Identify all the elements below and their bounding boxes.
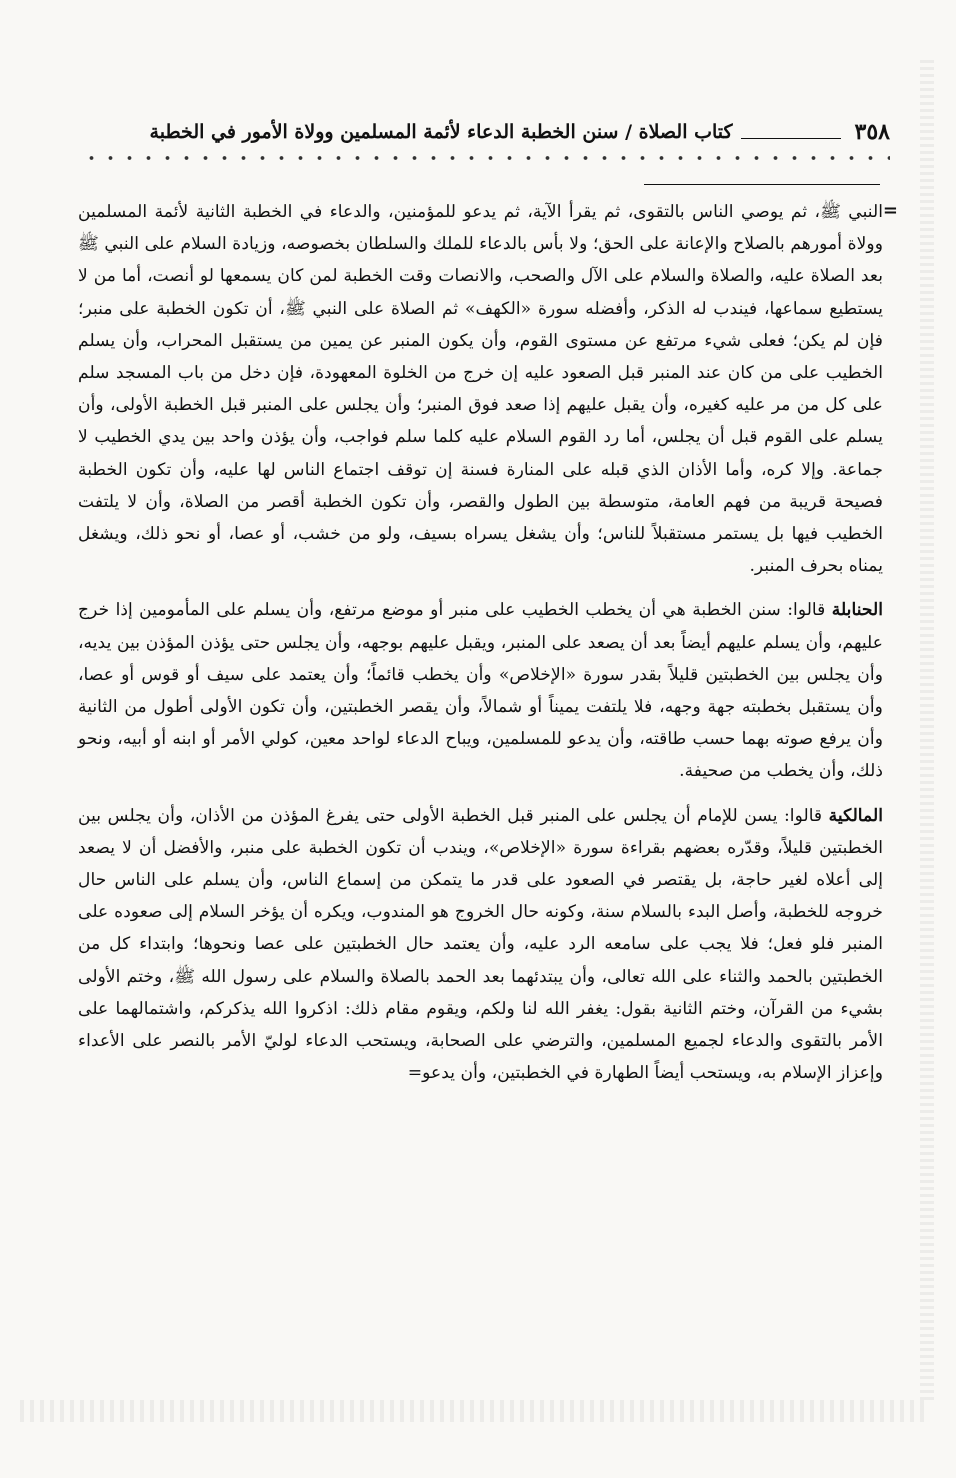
- paragraph-text: قالوا: يسن للإمام أن يجلس على المنبر قبل الخطبة الأولى حتى يفرغ المؤذن من الأذان، وأن يجلس بين الخطبتين قليلاً، وقدّره بعضهم بقراءة سورة «الإخلاص»، ويندب أن تكون الخطبة على منبر، والأفضل أن لا يصعد إلى أعلاه لغير حاجة، بل يقتصر في الصعود على قدر ما يتمكن من إسماع الناس، وأن يسلم على الناس حال خروجه للخطبة، وأصل البدء بالسلام سنة، وكونه حال الخروج هو المندوب، ويكره أن يؤخر السلام إلى صعوده على المنبر فلو فعل؛ فلا يجب على سامعه الرد عليه، وأن يعتمد حال الخطبتين على عصا ونحوها؛ وابتداء كل من الخطبتين بالحمد والثناء على الله تعالى، وأن يبتدئهما بعد الحمد بالصلاة والسلام على رسول الله ﷺ، وختم الأولى بشيء من القرآن، وختم الثانية بقول: يغفر الله لنا ولكم، ويقوم مقام ذلك: اذكروا الله يذكركم، واشتمالهما على الأمر بالتقوى والدعاء لجميع المسلمين، والترضي على الصحابة، ويستحب الدعاء لوليّ الأمر بالنصر على الأعداء وإعزاز الإسلام به، ويستحب أيضاً الطهارة في الخطبتين، وأن يدعو=: [78, 805, 883, 1084]
- continuation-mark: =: [882, 200, 898, 221]
- paragraph-hanbali: [78, 594, 883, 787]
- paragraph-text: قالوا: سنن الخطبة هي أن يخطب الخطيب على منبر أو موضع مرتفع، وأن يسلم على المأمومين إذا خرج عليهم، وأن يسلم عليهم أيضاً بعد أن يصعد على المنبر، ويقبل عليهم بوجهه، وأن يجلس حتى يؤذن المؤذن بين يديه، وأن يجلس بين الخطبتين قليلاً بقدر سورة «الإخلاص» وأن يخطب قائماً؛ وأن يعتمد على سيف أو قوس أو عصا، وأن يستقبل بخطبته جهة وجهه، فلا يلتفت يميناً أو شمالاً، وأن يقصر الخطبتين، وأن تكون الأولى أطول من الثانية وأن يرفع صوته بهما حسب طاقته، وأن يدعو للمسلمين، ويباح الدعاء لواحد معين، كولي الأمر أو ابنه أو أبيه، ونحو ذلك، وأن يخطب من صحيفة.: [78, 600, 883, 782]
- running-header: [70, 112, 890, 152]
- page-number: ٣٥٨: [854, 119, 890, 145]
- header-rule: [741, 126, 841, 139]
- dotted-separator: [82, 150, 890, 166]
- madhhab-label: المالكية: [828, 805, 883, 826]
- madhhab-label: الحنابلة: [831, 600, 883, 621]
- footnote-rule: [644, 184, 880, 185]
- running-title: كتاب الصلاة / سنن الخطبة الدعاء لأئمة المسلمين وولاة الأمور في الخطبة: [149, 121, 733, 143]
- footnote-body: [78, 196, 883, 1089]
- scan-border-right: [920, 60, 934, 1400]
- paragraph-maliki: [78, 800, 883, 1090]
- paragraph-hanafi: [78, 196, 883, 582]
- paragraph-text: النبي ﷺ، ثم يوصي الناس بالتقوى، ثم يقرأ الآية، ثم يدعو للمؤمنين، والدعاء في الخطبة الثانية لأئمة المسلمين وولاة أمورهم بالصلاح والإعانة على الحق؛ ولا بأس بالدعاء للملك والسلطان بخصوصه، وزيادة السلام على النبي ﷺ بعد الصلاة عليه، والصلاة والسلام على الآل والصحب، والانصات وقت الخطبة لمن كان يسمعها لو أنصت، أما من لا يستطيع سماعها، فيندب له الذكر، وأفضله سورة «الكهف» ثم الصلاة على النبي ﷺ، أن تكون الخطبة على منبر؛ فإن لم يكن؛ فعلى شيء مرتفع عن مستوى القوم، وأن يكون المنبر عن يمين من يستقبل المحراب، وأن يسلم الخطيب على من كان عند المنبر قبل الصعود عليه إن خرج من الخلوة المعهودة، فإن دخل من باب المسجد سلم على كل من مر عليه كغيره، وأن يقبل عليهم إذا صعد فوق المنبر؛ وأن يجلس على المنبر قبل الخطبة الأولى، وأن يسلم على القوم قبل أن يجلس، أما رد القوم السلام عليه كلما سلم فواجب، وأن يؤذن واحد بين يدي الخطيب لا جماعة. وإلا كره، وأما الأذان الذي قبله على المنارة فسنة إن توقف اجتماع الناس لها عليه، وأن تكون الخطبة فصيحة قريبة من فهم العامة، متوسطة بين الطول والقصر، وأن تكون الخطبة أقصر من الصلاة، وأن لا يلتفت الخطيب فيها بل يستمر مستقبلاً للناس؛ وأن يشغل يسراه بسيف، ولو من خشب، أو عصا، أو نحو ذلك، ويشغل يمناه بحرف المنبر.: [78, 202, 883, 577]
- scan-border-bottom: [20, 1400, 926, 1422]
